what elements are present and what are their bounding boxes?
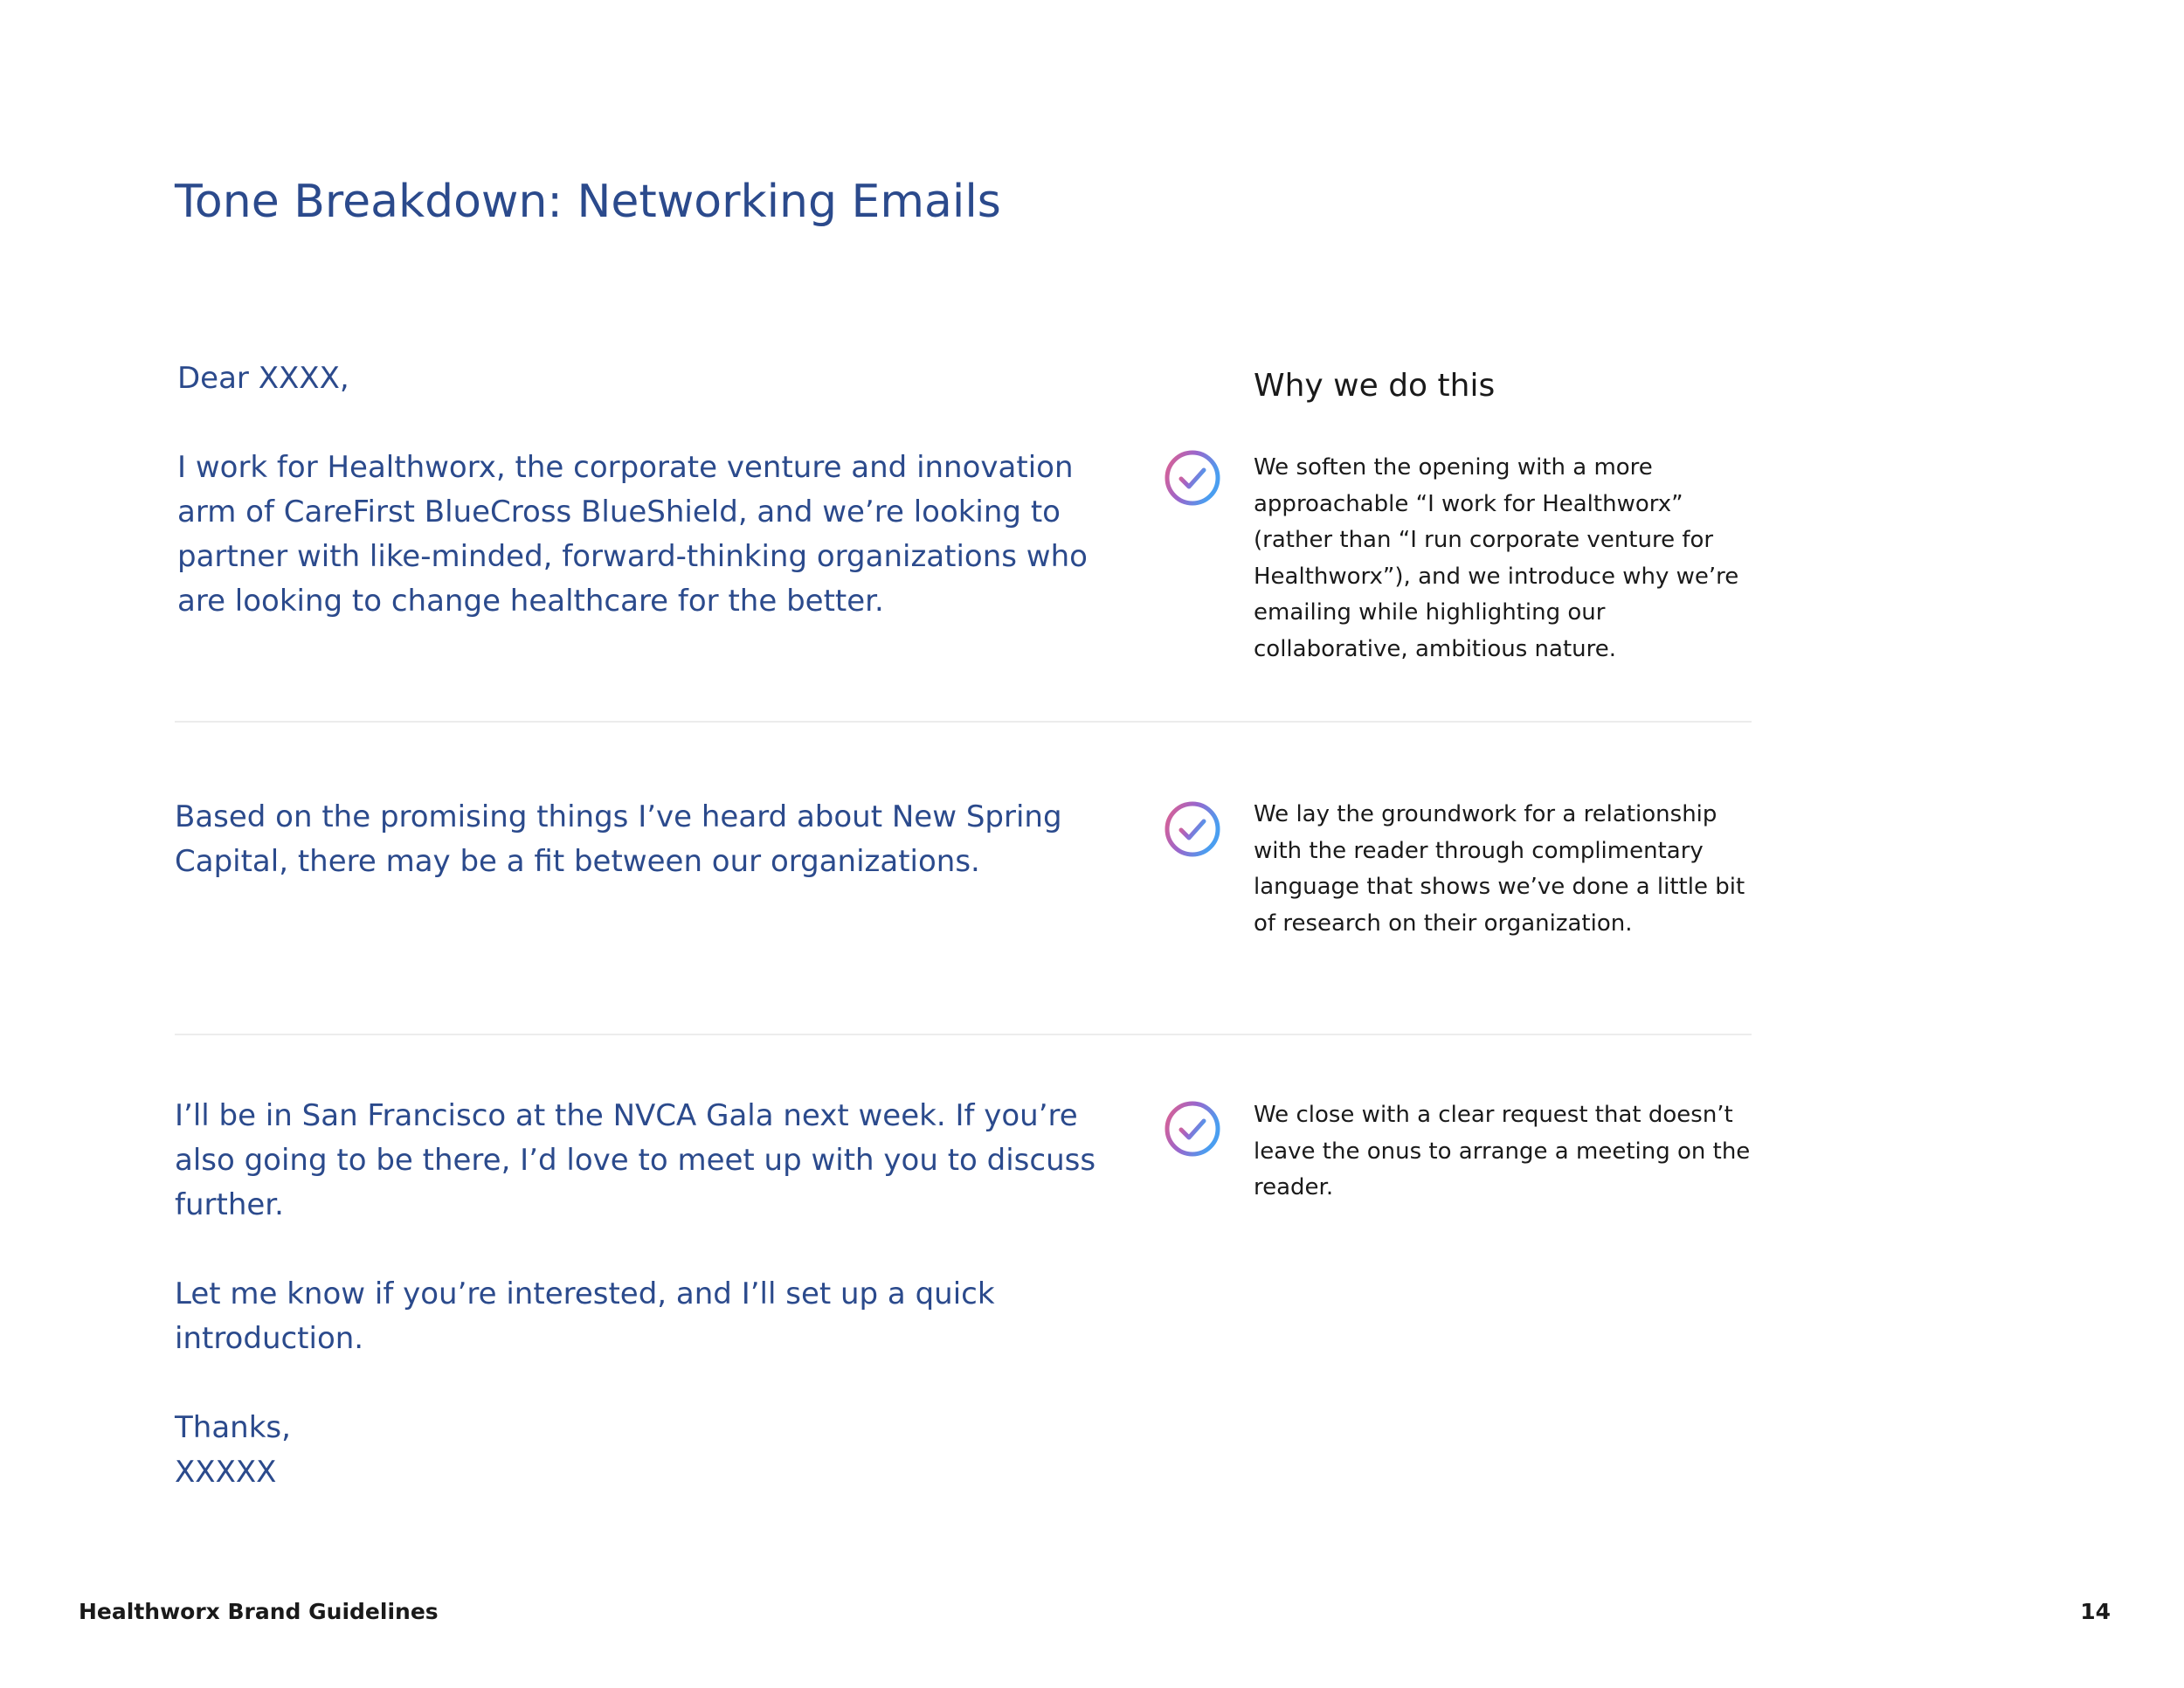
- section-divider: [175, 721, 1752, 723]
- rationale-note-2: We lay the groundwork for a relationship with the reader through complimentary language that shows we’ve done a little bit of research on their organization.: [1254, 801, 1745, 937]
- check-circle-icon: [1164, 449, 1221, 507]
- email-opening: [177, 356, 1103, 624]
- email-paragraph-4: Let me know if you’re interested, and I’ll set up a quick introduction.: [175, 1276, 995, 1356]
- footer-title: Healthworx Brand Guidelines: [79, 1599, 439, 1624]
- rationale-note-3: We close with a clear request that doesn’t leave the onus to arrange a meeting on the reader.: [1254, 1102, 1751, 1200]
- why-heading: Why we do this: [1254, 368, 1496, 404]
- check-circle-icon: [1164, 1100, 1221, 1158]
- email-paragraph-3: I’ll be in San Francisco at the NVCA Gala next week. If you’re also going to be there, I’d love to meet up with you to discuss further.: [175, 1098, 1096, 1222]
- section-divider: [175, 1034, 1752, 1035]
- email-paragraph-1: I work for Healthworx, the corporate venture and innovation arm of CareFirst BlueCross BlueShield, and we’re looking to partner with like-minded, forward-thinking organizations who are looking to change healthcare for the better.: [177, 450, 1088, 619]
- email-signoff-text: Thanks,: [175, 1410, 291, 1445]
- email-salutation: Dear XXXX,: [177, 361, 349, 396]
- email-signature: XXXXX: [175, 1455, 277, 1490]
- email-paragraph-2: Based on the promising things I’ve heard about New Spring Capital, there may be a fit between our organizations.: [175, 799, 1062, 879]
- page-title: Tone Breakdown: Networking Emails: [175, 176, 1001, 228]
- rationale-note-1: We soften the opening with a more approachable “I work for Healthworx” (rather than “I run corporate venture for Healthworx”), and we introduce why we’re emailing while highlighting our collaborative, ambitious nature.: [1254, 454, 1739, 662]
- email-closing: [175, 1094, 1101, 1495]
- email-middle: [175, 795, 1101, 884]
- check-circle-icon: [1164, 800, 1221, 858]
- email-signoff: [175, 1406, 1101, 1495]
- page-number: 14: [2080, 1599, 2111, 1624]
